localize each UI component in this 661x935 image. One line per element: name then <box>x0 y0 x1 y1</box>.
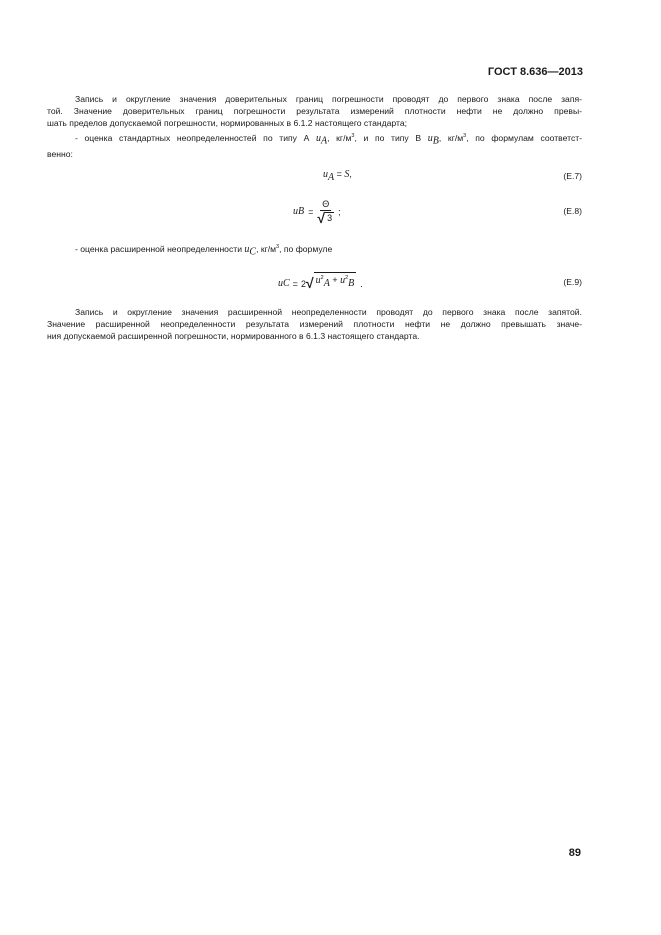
text-fragment: , и по типу В <box>354 132 422 143</box>
text-fragment: , кг/м <box>256 243 277 254</box>
equals-sign: = <box>336 169 342 179</box>
text-fragment: , кг/м <box>327 132 352 143</box>
superscript-3: 3 <box>351 133 355 139</box>
radicand: 3 <box>327 213 333 223</box>
subscript-b: B <box>298 206 305 217</box>
paragraph-confidence-limits <box>47 93 582 130</box>
paragraph-line: Значение расширенной неопределенности результата измерений плотности нефти не должно превышать значе- <box>47 319 582 330</box>
equation-number-e9: (Е.9) <box>563 277 582 287</box>
equation-number-e7: (Е.7) <box>563 171 582 181</box>
symbol-u: u <box>278 277 283 289</box>
radicand <box>314 272 357 289</box>
paragraph-standard-uncertainty <box>47 130 582 160</box>
paragraph-line: ния допускаемой расширенной погрешности, нормированного в 6.1.3 настоящего стандарта. <box>47 331 420 342</box>
punctuation: , <box>349 169 352 179</box>
equation-e8 <box>293 199 341 224</box>
equals-sign: = <box>308 206 314 217</box>
symbol-u: u <box>340 275 346 286</box>
plus-sign: + <box>332 275 338 285</box>
page-number: 89 <box>568 847 581 859</box>
paragraph-line <box>47 306 582 318</box>
subscript-b: B <box>348 277 355 289</box>
subscript-b: B <box>432 135 439 147</box>
paragraph-line: шать пределов допускаемой погрешности, нормированных в 6.1.2 настоящего стандарта; <box>47 118 407 129</box>
symbol-u: u <box>316 132 322 144</box>
fraction <box>317 199 334 224</box>
subscript-a: A <box>323 277 330 289</box>
symbol-u: u <box>427 132 433 144</box>
paragraph-line <box>47 241 582 259</box>
document-header: ГОСТ 8.636—2013 <box>487 66 583 78</box>
text-fragment: - оценка расширенной неопределенности <box>75 243 242 254</box>
coefficient: 2 <box>300 278 306 289</box>
equals-sign: = <box>292 278 298 289</box>
fraction-numerator: Θ <box>322 199 330 209</box>
square-root <box>306 272 356 289</box>
symbol-s: S <box>344 169 350 180</box>
equation-e7 <box>323 169 352 183</box>
square-root <box>317 211 334 224</box>
paragraph-line <box>47 93 582 105</box>
symbol-u: u <box>293 206 298 217</box>
superscript-2: 2 <box>345 275 349 281</box>
text-fragment: , кг/м <box>438 132 464 143</box>
radical-sign: √ <box>305 274 314 291</box>
punctuation: ; <box>338 206 341 217</box>
superscript-3: 3 <box>463 133 467 139</box>
subscript-a: A <box>328 171 335 183</box>
text-fragment: , по формуле <box>279 243 333 254</box>
symbol-u: u <box>315 275 321 286</box>
text-fragment: - оценка стандартных неопределенностей по типу А <box>75 132 310 143</box>
paragraph-line: венно: <box>47 148 73 159</box>
paragraph-line <box>47 130 582 148</box>
symbol-u: u <box>323 169 328 180</box>
superscript-3: 3 <box>276 244 280 250</box>
subscript-a: A <box>321 135 328 147</box>
paragraph-expanded-uncertainty <box>47 241 582 259</box>
radical-sign: √ <box>317 210 326 226</box>
equation-number-e8: (Е.8) <box>563 206 582 216</box>
paragraph-line: той. Значение доверительных границ погрешности результата измерений плотности нефти не должно превы- <box>47 106 582 117</box>
paragraph-line-text: Запись и округление значения расширенной неопределенности проводят до первого знака после запятой. <box>75 307 582 317</box>
subscript-c: C <box>283 277 290 289</box>
paragraph-expanded-rounding <box>47 306 582 343</box>
text-fragment: , по формулам соответст- <box>466 132 583 143</box>
subscript-c: C <box>249 246 257 258</box>
equation-e9 <box>278 272 363 289</box>
superscript-2: 2 <box>320 275 324 281</box>
paragraph-line-text: Запись и округление значения доверительных границ погрешности проводят до первого знака после запя- <box>75 94 582 104</box>
punctuation: . <box>360 278 363 289</box>
symbol-u: u <box>244 243 250 255</box>
